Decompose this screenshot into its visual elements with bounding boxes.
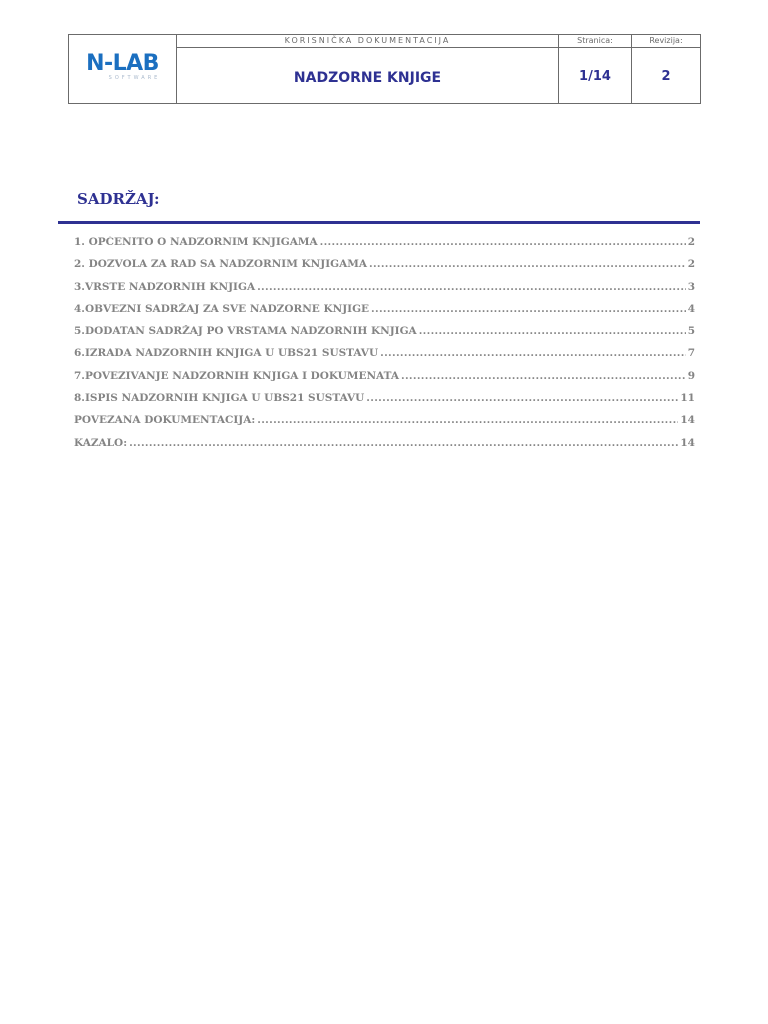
toc-entry[interactable] xyxy=(74,414,695,436)
logo-text: N-LAB xyxy=(86,51,159,76)
toc-leader xyxy=(371,303,686,315)
toc-entry-title: ISPIS NADZORNIH KNJIGA U UBS21 SUSTAVU xyxy=(84,392,365,405)
revision-cell xyxy=(632,35,700,103)
toc-entry[interactable] xyxy=(74,325,695,347)
toc-divider xyxy=(58,221,700,224)
toc-leader xyxy=(320,236,686,248)
toc-entry-page: 5 xyxy=(687,325,695,338)
page-label: Stranica: xyxy=(559,35,631,48)
toc-entry-number: 8. xyxy=(74,392,85,405)
toc-entry-page: 14 xyxy=(680,414,695,427)
document-title: NADZORNE KNJIGE xyxy=(293,69,442,86)
revision-number: 2 xyxy=(661,69,671,84)
toc-entry-title: IZRADA NADZORNIH KNJIGA U UBS21 SUSTAVU xyxy=(84,347,379,360)
toc-entry-number: 2. xyxy=(74,258,85,271)
toc-entry-title: DOZVOLA ZA RAD SA NADZORNIM KNJIGAMA xyxy=(88,258,367,271)
toc-entry-number: 4. xyxy=(74,302,85,315)
toc-entry-page: 9 xyxy=(687,369,695,382)
header-title-cell xyxy=(177,35,559,103)
toc-entry-page: 7 xyxy=(687,347,695,360)
toc-entry-page: 4 xyxy=(687,302,695,315)
toc-entry-title: VRSTE NADZORNIH KNJIGA xyxy=(84,280,256,293)
toc-entry-page: 11 xyxy=(680,392,695,405)
toc-entry-title: DODATAN SADRŽAJ PO VRSTAMA NADZORNIH KNJIGA xyxy=(84,325,417,338)
toc-entry-title: OBVEZNI SADRŽAJ ZA SVE NADZORNE KNJIGE xyxy=(84,302,370,315)
toc-leader xyxy=(257,281,686,293)
toc-entry-page: 14 xyxy=(680,436,695,449)
toc-entry[interactable] xyxy=(74,281,695,303)
toc-entry-page: 2 xyxy=(687,258,695,271)
toc-leader xyxy=(419,325,686,337)
toc-entry-title: OPĆENITO O NADZORNIM KNJIGAMA xyxy=(88,236,318,248)
toc-entry[interactable] xyxy=(74,303,695,325)
document-header xyxy=(68,34,701,104)
doc-type: KORISNIČKA DOKUMENTACIJA xyxy=(177,35,558,48)
toc-entry-title: KAZALO: xyxy=(74,436,128,449)
toc-entry-page: 3 xyxy=(687,280,695,293)
table-of-contents xyxy=(74,236,695,459)
toc-leader xyxy=(129,437,678,449)
toc-entry-number: 7. xyxy=(74,369,85,382)
toc-leader xyxy=(380,347,686,359)
page-number: 1/14 xyxy=(579,69,611,84)
toc-entry-number: 3. xyxy=(74,280,85,293)
toc-entry[interactable] xyxy=(74,258,695,280)
toc-entry-number: 6. xyxy=(74,347,85,360)
toc-leader xyxy=(257,414,678,426)
toc-entry[interactable] xyxy=(74,370,695,392)
toc-entry-number: 1. xyxy=(74,236,85,248)
toc-entry-title: POVEZIVANJE NADZORNIH KNJIGA I DOKUMENATA xyxy=(84,369,400,382)
toc-entry[interactable] xyxy=(74,236,695,258)
toc-leader xyxy=(369,258,686,270)
toc-leader xyxy=(366,392,678,404)
logo xyxy=(69,35,177,103)
toc-entry[interactable] xyxy=(74,392,695,414)
toc-entry-title: POVEZANA DOKUMENTACIJA: xyxy=(74,414,256,427)
toc-entry[interactable] xyxy=(74,437,695,459)
toc-entry[interactable] xyxy=(74,347,695,369)
revision-label: Revizija: xyxy=(632,35,700,48)
toc-leader xyxy=(401,370,686,382)
page-cell xyxy=(559,35,632,103)
toc-entry-number: 5. xyxy=(74,325,85,338)
toc-heading: SADRŽAJ: xyxy=(77,190,160,208)
logo-subtext: SOFTWARE xyxy=(108,75,161,81)
toc-entry-page: 2 xyxy=(687,236,695,248)
